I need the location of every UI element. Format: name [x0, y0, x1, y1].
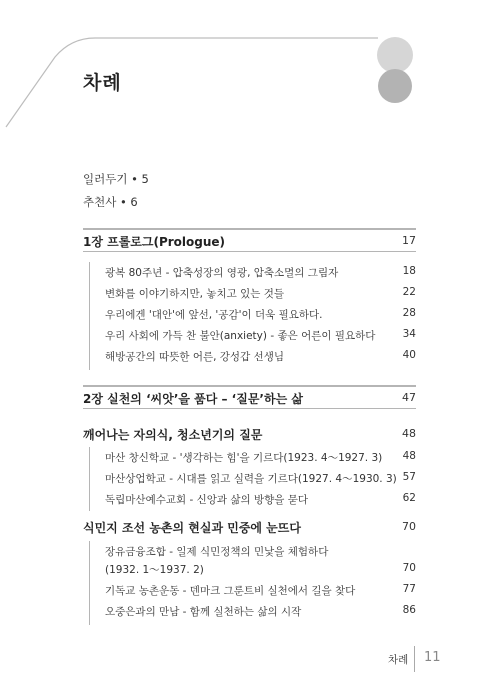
section-heading[interactable]	[83, 518, 416, 538]
entry-page: 57	[402, 471, 416, 483]
entry-title: 우리 사회에 가득 찬 불안(anxiety) - 좋은 어른이 필요하다	[105, 330, 376, 342]
entry-guide-line	[89, 447, 90, 511]
decor-circle-bottom	[378, 69, 412, 103]
entry-title-continued: (1932. 1～1937. 2)	[105, 564, 204, 576]
entry-title: 변화를 이야기하지만, 놓치고 있는 것들	[105, 288, 284, 300]
entry-title: 장유금융조합 - 일제 식민정책의 민낯을 체험하다	[105, 546, 329, 558]
chapter-title: 1장 프롤로그(Prologue)	[83, 235, 226, 249]
entry-page: 22	[402, 286, 416, 298]
entry-page: 70	[402, 562, 416, 574]
entry-page: 18	[402, 265, 416, 277]
entry-guide-line	[89, 541, 90, 625]
section-page: 48	[402, 427, 416, 440]
chapter-rule	[83, 251, 416, 252]
chapter-page: 17	[402, 234, 416, 247]
entry-title: 독립마산예수교회 - 신앙과 삶의 방향을 묻다	[105, 494, 309, 506]
section-2-entries	[83, 541, 416, 625]
front-matter-item-recommendation[interactable]: 추천사 • 6	[83, 195, 138, 209]
section-title: 깨어나는 자의식, 청소년기의 질문	[83, 428, 263, 442]
chapter-1-heading[interactable]	[83, 228, 416, 252]
entry-page: 48	[402, 450, 416, 462]
chapter-2-heading[interactable]	[83, 385, 416, 409]
page-title: 차례	[83, 72, 122, 94]
section-heading[interactable]	[83, 425, 416, 445]
entry-title: 마산 창신학교 - '생각하는 힘'을 기르다(1923. 4～1927. 3)	[105, 452, 383, 464]
entry-page: 86	[402, 604, 416, 616]
chapter-rule	[83, 228, 416, 230]
section-1-entries	[83, 447, 416, 511]
front-matter-item-notes[interactable]: 일러두기 • 5	[83, 172, 149, 186]
footer-section-label: 차례	[388, 654, 409, 666]
chapter-1-entries	[83, 262, 416, 370]
entry-title: 오중은과의 만남 - 함께 실천하는 삶의 시작	[105, 606, 302, 618]
section-page: 70	[402, 520, 416, 533]
entry-page: 77	[402, 583, 416, 595]
entry-page: 40	[402, 349, 416, 361]
chapter-page: 47	[402, 391, 416, 404]
entry-page: 34	[402, 328, 416, 340]
entry-guide-line	[89, 262, 90, 370]
entry-title: 해방공간의 따뜻한 어른, 강성갑 선생님	[105, 351, 284, 363]
entry-title: 마산상업학교 - 시대를 읽고 실력을 기르다(1927. 4～1930. 3)	[105, 473, 397, 485]
decor-circle-top	[377, 37, 413, 73]
entry-page: 62	[402, 492, 416, 504]
entry-page: 28	[402, 307, 416, 319]
chapter-title: 2장 실천의 ‘씨앗’을 품다 – ‘질문’하는 삶	[83, 392, 303, 406]
entry-title: 기독교 농촌운동 - 덴마크 그룬트비 실천에서 길을 찾다	[105, 585, 356, 597]
entry-title: 우리에겐 '대안'에 앞선, '공감'이 더욱 필요하다.	[105, 309, 323, 321]
entry-title: 광복 80주년 - 압축성장의 영광, 압축소멸의 그림자	[105, 267, 339, 279]
chapter-rule	[83, 408, 416, 409]
footer-page-number: 11	[424, 650, 441, 665]
footer-divider	[414, 646, 415, 672]
decorative-header-graphic	[0, 0, 500, 130]
header-curve-line	[6, 38, 378, 127]
section-title: 식민지 조선 농촌의 현실과 민중에 눈뜨다	[83, 521, 301, 535]
chapter-rule	[83, 385, 416, 387]
